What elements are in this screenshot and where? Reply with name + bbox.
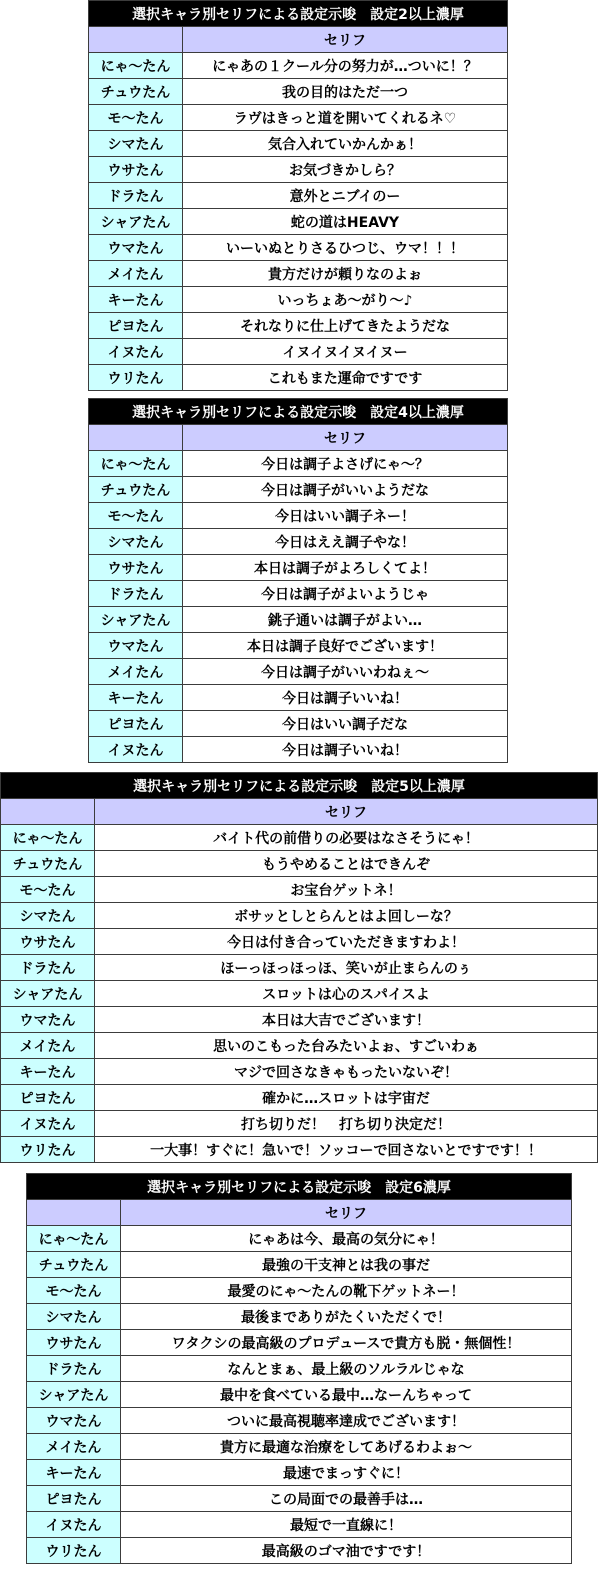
table-row <box>89 131 508 157</box>
table-row <box>89 339 508 365</box>
character-name-cell: シャアたん <box>1 981 95 1007</box>
table-title: 選択キャラ別セリフによる設定示唆 設定4以上濃厚 <box>89 399 508 425</box>
table-row <box>1 955 598 981</box>
character-name-cell: シャアたん <box>89 209 183 235</box>
character-name-cell: シマたん <box>27 1304 121 1330</box>
character-name-cell: ドラたん <box>89 581 183 607</box>
serif-line-cell: 今日はいい調子だな <box>183 711 508 737</box>
table-row <box>27 1356 572 1382</box>
table-row <box>27 1408 572 1434</box>
header-blank-cell <box>89 27 183 53</box>
character-name-cell: チュウたん <box>27 1252 121 1278</box>
serif-line-cell: スロットは心のスパイスよ <box>95 981 598 1007</box>
character-name-cell: シマたん <box>1 903 95 929</box>
table-row <box>89 79 508 105</box>
table-row <box>27 1278 572 1304</box>
character-name-cell: ウリたん <box>1 1137 95 1163</box>
setting-2-table <box>88 0 508 391</box>
table-row <box>27 1304 572 1330</box>
table-row <box>89 555 508 581</box>
character-name-cell: ピヨたん <box>1 1085 95 1111</box>
table-row <box>27 1512 572 1538</box>
header-row <box>27 1200 572 1226</box>
header-row <box>89 425 508 451</box>
character-name-cell: ウマたん <box>27 1408 121 1434</box>
character-name-cell: ドラたん <box>89 183 183 209</box>
table-row <box>1 877 598 903</box>
serif-line-cell: 蛇の道はHEAVY <box>183 209 508 235</box>
table-row <box>89 209 508 235</box>
serif-line-cell: 今日はええ調子やな！ <box>183 529 508 555</box>
table-row <box>89 235 508 261</box>
character-name-cell: ウマたん <box>1 1007 95 1033</box>
serif-line-cell: バイト代の前借りの必要はなさそうにゃ！ <box>95 825 598 851</box>
character-name-cell: にゃ～たん <box>89 451 183 477</box>
table-row <box>1 1033 598 1059</box>
header-blank-cell <box>1 799 95 825</box>
table-row <box>1 1085 598 1111</box>
character-name-cell: メイたん <box>89 659 183 685</box>
serif-line-cell: もうやめることはできんぞ <box>95 851 598 877</box>
table-row <box>27 1486 572 1512</box>
table-row <box>27 1538 572 1564</box>
serif-line-cell: なんとまぁ、最上級のソルラルじゃな <box>121 1356 572 1382</box>
character-name-cell: ウリたん <box>27 1538 121 1564</box>
character-name-cell: ウサたん <box>89 555 183 581</box>
character-name-cell: にゃ～たん <box>89 53 183 79</box>
table-row <box>1 1007 598 1033</box>
serif-line-cell: 最強の干支神とは我の事だ <box>121 1252 572 1278</box>
serif-line-cell: 気合入れていかんかぁ！ <box>183 131 508 157</box>
character-name-cell: キーたん <box>89 685 183 711</box>
setting-5-table <box>0 772 598 1163</box>
table-row <box>1 825 598 851</box>
serif-line-cell: この局面での最善手は… <box>121 1486 572 1512</box>
table-row <box>89 157 508 183</box>
serif-line-cell: 今日は調子がよいようじゃ <box>183 581 508 607</box>
table-row <box>89 685 508 711</box>
character-name-cell: ドラたん <box>1 955 95 981</box>
table-title: 選択キャラ別セリフによる設定示唆 設定5以上濃厚 <box>1 773 598 799</box>
table-row <box>1 981 598 1007</box>
character-name-cell: にゃ～たん <box>1 825 95 851</box>
table-row <box>89 503 508 529</box>
serif-line-cell: 最中を食べている最中…なーんちゃって <box>121 1382 572 1408</box>
serif-line-cell: それなりに仕上げてきたようだな <box>183 313 508 339</box>
table-row <box>89 633 508 659</box>
header-row <box>89 27 508 53</box>
serif-line-cell: 貴方だけが頼りなのよぉ <box>183 261 508 287</box>
header-blank-cell <box>27 1200 121 1226</box>
table-title: 選択キャラ別セリフによる設定示唆 設定6濃厚 <box>27 1174 572 1200</box>
serif-line-cell: 今日は付き合っていただきますわよ！ <box>95 929 598 955</box>
serif-line-cell: 銚子通いは調子がよい… <box>183 607 508 633</box>
setting-6-table <box>26 1173 572 1564</box>
table-row <box>27 1226 572 1252</box>
character-name-cell: キーたん <box>89 287 183 313</box>
serif-line-cell: マジで回さなきゃもったいないぞ！ <box>95 1059 598 1085</box>
character-name-cell: ピヨたん <box>89 313 183 339</box>
table-row <box>1 903 598 929</box>
table-row <box>27 1460 572 1486</box>
character-name-cell: ウサたん <box>89 157 183 183</box>
character-name-cell: モ～たん <box>1 877 95 903</box>
character-name-cell: ウリたん <box>89 365 183 391</box>
character-name-cell: シャアたん <box>27 1382 121 1408</box>
character-name-cell: メイたん <box>1 1033 95 1059</box>
table-row <box>1 851 598 877</box>
serif-line-cell: 我の目的はただ一つ <box>183 79 508 105</box>
serif-line-cell: 思いのこもった台みたいよぉ、すごいわぁ <box>95 1033 598 1059</box>
table-row <box>27 1434 572 1460</box>
character-name-cell: チュウたん <box>89 477 183 503</box>
serif-line-cell: 今日は調子がいいわねぇ～ <box>183 659 508 685</box>
character-name-cell: モ～たん <box>89 503 183 529</box>
character-name-cell: イヌたん <box>89 737 183 763</box>
character-name-cell: メイたん <box>27 1434 121 1460</box>
serif-line-cell: いーいぬとりさるひつじ、ウマ！！！ <box>183 235 508 261</box>
character-name-cell: にゃ～たん <box>27 1226 121 1252</box>
serif-line-cell: 今日はいい調子ネー！ <box>183 503 508 529</box>
table-row <box>89 365 508 391</box>
table-row <box>27 1252 572 1278</box>
character-name-cell: モ～たん <box>89 105 183 131</box>
character-name-cell: ピヨたん <box>89 711 183 737</box>
serif-line-cell: 最短で一直線に！ <box>121 1512 572 1538</box>
table-row <box>1 929 598 955</box>
serif-line-cell: 本日は調子良好でございます！ <box>183 633 508 659</box>
table-row <box>27 1330 572 1356</box>
character-name-cell: チュウたん <box>1 851 95 877</box>
serif-line-cell: お気づきかしら？ <box>183 157 508 183</box>
header-serif-cell: セリフ <box>183 27 508 53</box>
table-row <box>27 1382 572 1408</box>
serif-line-cell: イヌイヌイヌイヌー <box>183 339 508 365</box>
table-row <box>89 451 508 477</box>
serif-line-cell: ついに最高視聴率達成でございます！ <box>121 1408 572 1434</box>
serif-line-cell: 今日は調子いいね！ <box>183 737 508 763</box>
header-blank-cell <box>89 425 183 451</box>
serif-line-cell: 打ち切りだ！ 打ち切り決定だ！ <box>95 1111 598 1137</box>
serif-line-cell: 今日は調子よさげにゃ～？ <box>183 451 508 477</box>
serif-line-cell: 最高級のゴマ油ですです！ <box>121 1538 572 1564</box>
table-row <box>89 711 508 737</box>
serif-line-cell: 最後までありがたくいただくで！ <box>121 1304 572 1330</box>
table-title: 選択キャラ別セリフによる設定示唆 設定2以上濃厚 <box>89 1 508 27</box>
character-name-cell: ウサたん <box>1 929 95 955</box>
serif-line-cell: 確かに…スロットは宇宙だ <box>95 1085 598 1111</box>
character-name-cell: シャアたん <box>89 607 183 633</box>
table-row <box>89 287 508 313</box>
table-row <box>89 529 508 555</box>
character-name-cell: ドラたん <box>27 1356 121 1382</box>
serif-line-cell: お宝台ゲットネ！ <box>95 877 598 903</box>
character-name-cell: シマたん <box>89 529 183 555</box>
character-name-cell: モ～たん <box>27 1278 121 1304</box>
header-serif-cell: セリフ <box>95 799 598 825</box>
serif-line-cell: 意外とニブイのー <box>183 183 508 209</box>
serif-line-cell: ほーっほっほっほ、笑いが止まらんのぅ <box>95 955 598 981</box>
character-name-cell: イヌたん <box>89 339 183 365</box>
serif-line-cell: 貴方に最適な治療をしてあげるわよぉ～ <box>121 1434 572 1460</box>
serif-line-cell: 今日は調子がいいようだな <box>183 477 508 503</box>
table-row <box>89 477 508 503</box>
character-name-cell: シマたん <box>89 131 183 157</box>
character-name-cell: イヌたん <box>27 1512 121 1538</box>
table-row <box>89 581 508 607</box>
character-name-cell: キーたん <box>27 1460 121 1486</box>
character-name-cell: ウマたん <box>89 235 183 261</box>
table-row <box>89 313 508 339</box>
serif-line-cell: 最速でまっすぐに！ <box>121 1460 572 1486</box>
character-name-cell: イヌたん <box>1 1111 95 1137</box>
header-serif-cell: セリフ <box>121 1200 572 1226</box>
character-name-cell: ピヨたん <box>27 1486 121 1512</box>
serif-line-cell: いっちょあ～がり～♪ <box>183 287 508 313</box>
table-row <box>89 261 508 287</box>
serif-line-cell: ワタクシの最高級のプロデュースで貴方も脱・無個性！ <box>121 1330 572 1356</box>
character-name-cell: ウマたん <box>89 633 183 659</box>
serif-line-cell: にゃあは今、最高の気分にゃ！ <box>121 1226 572 1252</box>
table-row <box>1 1111 598 1137</box>
serif-line-cell: ラヴはきっと道を開いてくれるネ♡ <box>183 105 508 131</box>
character-name-cell: キーたん <box>1 1059 95 1085</box>
serif-line-cell: 一大事！すぐに！急いで！ソッコーで回さないとですです！！ <box>95 1137 598 1163</box>
table-row <box>89 607 508 633</box>
character-name-cell: チュウたん <box>89 79 183 105</box>
serif-line-cell: ボサッとしとらんとはよ回しーな？ <box>95 903 598 929</box>
serif-line-cell: これもまた運命ですです <box>183 365 508 391</box>
serif-line-cell: 本日は大吉でございます！ <box>95 1007 598 1033</box>
character-name-cell: ウサたん <box>27 1330 121 1356</box>
table-row <box>89 737 508 763</box>
table-row <box>89 105 508 131</box>
table-row <box>89 53 508 79</box>
character-name-cell: メイたん <box>89 261 183 287</box>
serif-line-cell: 最愛のにゃ～たんの靴下ゲットネー！ <box>121 1278 572 1304</box>
serif-line-cell: 本日は調子がよろしくてよ！ <box>183 555 508 581</box>
table-row <box>89 659 508 685</box>
header-row <box>1 799 598 825</box>
setting-4-table <box>88 398 508 763</box>
header-serif-cell: セリフ <box>183 425 508 451</box>
table-row <box>89 183 508 209</box>
serif-line-cell: 今日は調子いいね！ <box>183 685 508 711</box>
table-row <box>1 1059 598 1085</box>
serif-line-cell: にゃあの１クール分の努力が…ついに！？ <box>183 53 508 79</box>
table-row <box>1 1137 598 1163</box>
